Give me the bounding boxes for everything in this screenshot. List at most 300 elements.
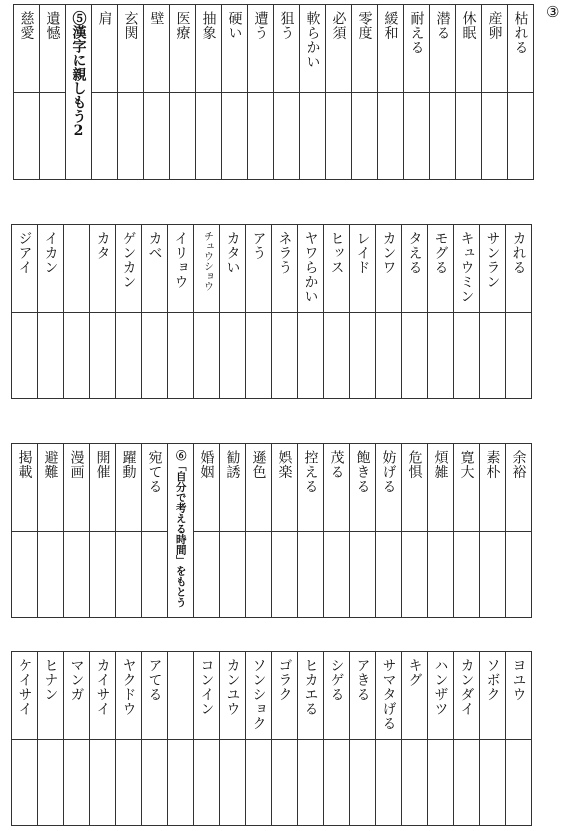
answer-cell[interactable] bbox=[118, 93, 143, 180]
katakana-reading: レイド bbox=[354, 231, 371, 275]
prompt-cell bbox=[480, 225, 505, 313]
answer-cell[interactable] bbox=[92, 93, 117, 180]
vocab-column bbox=[324, 225, 350, 399]
answer-cell[interactable] bbox=[246, 313, 271, 399]
kanji-word: 休眠 bbox=[460, 11, 477, 40]
prompt-cell bbox=[168, 225, 193, 313]
vocab-column bbox=[506, 225, 532, 399]
answer-cell[interactable] bbox=[170, 93, 195, 180]
answer-cell[interactable] bbox=[168, 740, 193, 826]
vocab-column bbox=[220, 225, 246, 399]
kanji-word: 零度 bbox=[356, 11, 373, 40]
vocab-column bbox=[482, 5, 508, 180]
katakana-reading: ソボク bbox=[484, 658, 501, 702]
vocab-column bbox=[66, 5, 92, 180]
answer-cell[interactable] bbox=[272, 740, 297, 826]
vocab-column bbox=[272, 225, 298, 399]
vocab-column bbox=[428, 225, 454, 399]
vocab-column bbox=[248, 5, 274, 180]
answer-cell[interactable] bbox=[38, 532, 63, 618]
vocab-column bbox=[506, 652, 532, 826]
kanji-word: 硬い bbox=[226, 11, 243, 40]
katakana-reading: サンラン bbox=[484, 231, 501, 289]
vocab-column bbox=[142, 444, 168, 618]
answer-cell[interactable] bbox=[402, 532, 427, 618]
answer-cell[interactable] bbox=[272, 532, 297, 618]
kanji-word: 娯楽 bbox=[276, 450, 293, 479]
vocab-column bbox=[90, 225, 116, 399]
vocab-column bbox=[40, 5, 66, 180]
prompt-cell bbox=[116, 225, 141, 313]
kanji-word: 開催 bbox=[94, 450, 111, 479]
vocab-column bbox=[352, 5, 378, 180]
vocab-column bbox=[38, 652, 64, 826]
answer-cell[interactable] bbox=[64, 532, 89, 618]
prompt-cell bbox=[222, 5, 247, 93]
vocab-column bbox=[428, 444, 454, 618]
answer-cell[interactable] bbox=[246, 532, 271, 618]
answer-cell[interactable] bbox=[454, 313, 479, 399]
prompt-cell bbox=[326, 5, 351, 93]
vocab-column bbox=[402, 652, 428, 826]
katakana-reading: イカン bbox=[42, 231, 59, 275]
answer-cell[interactable] bbox=[90, 313, 115, 399]
vocab-column bbox=[300, 5, 326, 180]
katakana-reading: チュウショウ bbox=[201, 231, 213, 291]
katakana-reading: ヒナン bbox=[42, 658, 59, 702]
prompt-cell bbox=[38, 652, 63, 740]
katakana-reading: ヨユウ bbox=[510, 658, 527, 702]
katakana-reading: アきる bbox=[354, 658, 371, 702]
prompt-cell bbox=[324, 225, 349, 313]
vocab-column bbox=[194, 652, 220, 826]
kanji-word: 控える bbox=[302, 450, 319, 494]
answer-cell[interactable] bbox=[90, 532, 115, 618]
kanji-word: 緩和 bbox=[382, 11, 399, 40]
kanji-word: 煩雑 bbox=[432, 450, 449, 479]
katakana-reading: キュウミン bbox=[458, 231, 475, 304]
answer-cell[interactable] bbox=[142, 313, 167, 399]
prompt-cell bbox=[118, 5, 143, 93]
prompt-cell bbox=[272, 225, 297, 313]
kanji-word: 余裕 bbox=[510, 450, 527, 479]
prompt-cell bbox=[350, 652, 375, 740]
prompt-cell bbox=[90, 225, 115, 313]
answer-cell[interactable] bbox=[168, 313, 193, 399]
vocab-column bbox=[350, 652, 376, 826]
answer-cell[interactable] bbox=[352, 93, 377, 180]
vocab-column bbox=[350, 225, 376, 399]
answer-cell[interactable] bbox=[38, 313, 63, 399]
vocab-column bbox=[116, 225, 142, 399]
katakana-reading: ヤクドウ bbox=[120, 658, 137, 716]
answer-cell[interactable] bbox=[12, 313, 37, 399]
answer-cell[interactable] bbox=[220, 532, 245, 618]
prompt-cell bbox=[506, 225, 531, 313]
prompt-cell bbox=[272, 444, 297, 532]
katakana-reading: キグ bbox=[406, 658, 423, 687]
answer-cell[interactable] bbox=[324, 740, 349, 826]
katakana-reading: イリョウ bbox=[172, 231, 189, 289]
answer-cell[interactable] bbox=[144, 93, 169, 180]
katakana-reading: サマタげる bbox=[380, 658, 397, 731]
prompt-cell bbox=[480, 652, 505, 740]
vocab-column bbox=[142, 225, 168, 399]
answer-cell[interactable] bbox=[430, 93, 455, 180]
answer-cell[interactable] bbox=[64, 740, 89, 826]
vocab-column bbox=[222, 5, 248, 180]
prompt-cell bbox=[402, 444, 427, 532]
kanji-word: 壁 bbox=[148, 11, 165, 26]
vocab-column bbox=[272, 652, 298, 826]
kanji-word: 遺憾 bbox=[44, 11, 61, 40]
vocab-column bbox=[118, 5, 144, 180]
vocab-column bbox=[454, 444, 480, 618]
answer-cell[interactable] bbox=[196, 93, 221, 180]
answer-cell[interactable] bbox=[194, 532, 219, 618]
vocab-column bbox=[376, 225, 402, 399]
vocab-column bbox=[194, 225, 220, 399]
katakana-reading: ハンザツ bbox=[432, 658, 449, 716]
katakana-reading: ヒカエる bbox=[302, 658, 319, 716]
answer-cell[interactable] bbox=[456, 93, 481, 180]
vocab-column bbox=[402, 444, 428, 618]
answer-cell[interactable] bbox=[428, 740, 453, 826]
kana-answer-grid-2 bbox=[11, 224, 532, 399]
vocab-column bbox=[12, 225, 38, 399]
prompt-cell bbox=[12, 225, 37, 313]
prompt-cell bbox=[298, 444, 323, 532]
answer-cell[interactable] bbox=[248, 93, 273, 180]
prompt-cell bbox=[428, 652, 453, 740]
vocab-column bbox=[378, 5, 404, 180]
prompt-cell bbox=[506, 444, 531, 532]
prompt-cell bbox=[428, 225, 453, 313]
kanji-word: 避難 bbox=[42, 450, 59, 479]
prompt-cell bbox=[272, 652, 297, 740]
kanji-word: 漫画 bbox=[68, 450, 85, 479]
answer-cell[interactable] bbox=[12, 740, 37, 826]
vocab-column bbox=[64, 652, 90, 826]
prompt-cell bbox=[376, 225, 401, 313]
vocab-column bbox=[168, 225, 194, 399]
answer-cell[interactable] bbox=[482, 93, 507, 180]
katakana-reading: ヤワらかい bbox=[302, 231, 319, 304]
prompt-cell bbox=[116, 444, 141, 532]
katakana-reading: アてる bbox=[146, 658, 163, 702]
vocab-column bbox=[272, 444, 298, 618]
answer-cell[interactable] bbox=[508, 93, 533, 180]
vocab-column bbox=[170, 5, 196, 180]
prompt-cell bbox=[482, 5, 507, 93]
katakana-reading: カンユウ bbox=[224, 658, 241, 716]
prompt-cell bbox=[298, 225, 323, 313]
vocab-column bbox=[220, 652, 246, 826]
vocab-column bbox=[506, 444, 532, 618]
prompt-cell bbox=[64, 225, 89, 313]
answer-cell[interactable] bbox=[38, 740, 63, 826]
vocab-column bbox=[246, 444, 272, 618]
answer-cell[interactable] bbox=[480, 532, 505, 618]
answer-cell[interactable] bbox=[454, 532, 479, 618]
kanji-word: 危惧 bbox=[406, 450, 423, 479]
prompt-cell bbox=[428, 444, 453, 532]
vocab-column bbox=[324, 652, 350, 826]
katakana-reading: ネラう bbox=[276, 231, 293, 275]
prompt-cell bbox=[298, 652, 323, 740]
vocab-column bbox=[326, 5, 352, 180]
vocab-column bbox=[90, 652, 116, 826]
prompt-cell bbox=[194, 652, 219, 740]
answer-cell[interactable] bbox=[220, 740, 245, 826]
kanji-word: 枯れる bbox=[512, 11, 529, 55]
kanji-word: 必須 bbox=[330, 11, 347, 40]
vocab-column bbox=[38, 225, 64, 399]
vocab-column bbox=[402, 225, 428, 399]
answer-cell[interactable] bbox=[298, 532, 323, 618]
kanji-word: 狙う bbox=[278, 11, 295, 40]
vocab-column bbox=[144, 5, 170, 180]
answer-cell[interactable] bbox=[272, 313, 297, 399]
prompt-cell bbox=[220, 225, 245, 313]
answer-cell[interactable] bbox=[326, 93, 351, 180]
prompt-cell bbox=[352, 5, 377, 93]
answer-cell[interactable] bbox=[378, 93, 403, 180]
answer-cell[interactable] bbox=[194, 740, 219, 826]
kanji-word: 医療 bbox=[174, 11, 191, 40]
kanji-word: 肩 bbox=[96, 11, 113, 26]
prompt-cell bbox=[90, 652, 115, 740]
prompt-cell bbox=[12, 652, 37, 740]
vocab-column bbox=[196, 5, 222, 180]
kanji-worksheet-grid-3 bbox=[11, 443, 532, 618]
answer-cell[interactable] bbox=[506, 740, 531, 826]
vocab-column bbox=[404, 5, 430, 180]
answer-cell[interactable] bbox=[428, 313, 453, 399]
katakana-reading: ソンショク bbox=[250, 658, 267, 731]
vocab-column bbox=[116, 652, 142, 826]
answer-cell[interactable] bbox=[480, 740, 505, 826]
vocab-column bbox=[168, 652, 194, 826]
prompt-cell bbox=[196, 5, 221, 93]
vocab-column bbox=[376, 652, 402, 826]
vocab-column bbox=[298, 225, 324, 399]
answer-cell[interactable] bbox=[350, 532, 375, 618]
prompt-cell bbox=[142, 444, 167, 532]
katakana-reading: カれる bbox=[510, 231, 527, 275]
kanji-word: 婚姻 bbox=[198, 450, 215, 479]
kanji-word: 飽きる bbox=[354, 450, 371, 494]
katakana-reading: カンダイ bbox=[458, 658, 475, 716]
vocab-column bbox=[246, 225, 272, 399]
prompt-cell bbox=[142, 225, 167, 313]
answer-cell[interactable] bbox=[350, 313, 375, 399]
prompt-cell bbox=[506, 652, 531, 740]
prompt-cell bbox=[350, 225, 375, 313]
kanji-worksheet-grid-1 bbox=[13, 4, 534, 180]
katakana-reading: ジアイ bbox=[16, 231, 33, 275]
answer-cell[interactable] bbox=[116, 740, 141, 826]
answer-cell[interactable] bbox=[480, 313, 505, 399]
katakana-reading: カタ bbox=[94, 231, 111, 260]
katakana-reading: カタい bbox=[224, 231, 241, 275]
vocab-column bbox=[324, 444, 350, 618]
prompt-cell bbox=[64, 652, 89, 740]
kanji-word: 産卵 bbox=[486, 11, 503, 40]
vocab-column bbox=[454, 652, 480, 826]
prompt-cell bbox=[378, 5, 403, 93]
vocab-column bbox=[508, 5, 534, 180]
answer-cell[interactable] bbox=[428, 532, 453, 618]
section-title: ⑥「自分で考える時間」をもとう bbox=[174, 450, 187, 608]
answer-cell[interactable] bbox=[454, 740, 479, 826]
vocab-column bbox=[12, 444, 38, 618]
prompt-cell bbox=[168, 652, 193, 740]
answer-cell[interactable] bbox=[64, 313, 89, 399]
prompt-cell bbox=[480, 444, 505, 532]
prompt-cell bbox=[246, 225, 271, 313]
answer-cell[interactable] bbox=[14, 93, 39, 180]
answer-cell[interactable] bbox=[142, 740, 167, 826]
kanji-word: 遜色 bbox=[250, 450, 267, 479]
answer-cell[interactable] bbox=[116, 532, 141, 618]
prompt-cell bbox=[246, 652, 271, 740]
prompt-cell bbox=[300, 5, 325, 93]
answer-cell[interactable] bbox=[376, 532, 401, 618]
answer-cell[interactable] bbox=[220, 313, 245, 399]
answer-cell[interactable] bbox=[376, 313, 401, 399]
answer-cell[interactable] bbox=[298, 313, 323, 399]
kanji-word: 掲載 bbox=[16, 450, 33, 479]
vocab-column bbox=[12, 652, 38, 826]
katakana-reading: アう bbox=[250, 231, 267, 260]
kanji-word: 寛大 bbox=[458, 450, 475, 479]
prompt-cell bbox=[456, 5, 481, 93]
answer-cell[interactable] bbox=[194, 313, 219, 399]
kanji-word: 慈愛 bbox=[18, 11, 35, 40]
vocab-column bbox=[116, 444, 142, 618]
katakana-reading: ケイサイ bbox=[16, 658, 33, 716]
vocab-column bbox=[64, 225, 90, 399]
prompt-cell bbox=[66, 5, 91, 180]
vocab-column bbox=[246, 652, 272, 826]
prompt-cell bbox=[144, 5, 169, 93]
prompt-cell bbox=[246, 444, 271, 532]
prompt-cell bbox=[170, 5, 195, 93]
prompt-cell bbox=[142, 652, 167, 740]
answer-cell[interactable] bbox=[402, 740, 427, 826]
kanji-word: 躍動 bbox=[120, 450, 137, 479]
vocab-column bbox=[90, 444, 116, 618]
answer-cell[interactable] bbox=[506, 532, 531, 618]
answer-cell[interactable] bbox=[246, 740, 271, 826]
answer-cell[interactable] bbox=[274, 93, 299, 180]
katakana-reading: ゴラク bbox=[276, 658, 293, 702]
answer-cell[interactable] bbox=[90, 740, 115, 826]
katakana-reading: ゲンカン bbox=[120, 231, 137, 289]
kanji-word: 抽象 bbox=[200, 11, 217, 40]
prompt-cell bbox=[14, 5, 39, 93]
vocab-column bbox=[456, 5, 482, 180]
prompt-cell bbox=[116, 652, 141, 740]
vocab-column bbox=[480, 652, 506, 826]
prompt-cell bbox=[64, 444, 89, 532]
answer-cell[interactable] bbox=[116, 313, 141, 399]
prompt-cell bbox=[454, 444, 479, 532]
katakana-reading: シゲる bbox=[328, 658, 345, 702]
prompt-cell bbox=[402, 225, 427, 313]
vocab-column bbox=[298, 652, 324, 826]
vocab-column bbox=[64, 444, 90, 618]
answer-cell[interactable] bbox=[404, 93, 429, 180]
vocab-column bbox=[168, 444, 194, 618]
prompt-cell bbox=[376, 652, 401, 740]
prompt-cell bbox=[194, 444, 219, 532]
section-title: ⑤漢字に親しもう2 bbox=[70, 11, 87, 139]
vocab-column bbox=[274, 5, 300, 180]
prompt-cell bbox=[376, 444, 401, 532]
katakana-reading: モグる bbox=[432, 231, 449, 275]
prompt-cell bbox=[508, 5, 533, 93]
answer-cell[interactable] bbox=[12, 532, 37, 618]
vocab-column bbox=[38, 444, 64, 618]
kanji-word: 潜る bbox=[434, 11, 451, 40]
answer-cell[interactable] bbox=[376, 740, 401, 826]
prompt-cell bbox=[38, 225, 63, 313]
page-number: ③ bbox=[546, 3, 560, 21]
kanji-word: 妨げる bbox=[380, 450, 397, 494]
answer-cell[interactable] bbox=[40, 93, 65, 180]
answer-cell[interactable] bbox=[402, 313, 427, 399]
prompt-cell bbox=[454, 652, 479, 740]
answer-cell[interactable] bbox=[324, 532, 349, 618]
vocab-column bbox=[142, 652, 168, 826]
answer-cell[interactable] bbox=[324, 313, 349, 399]
prompt-cell bbox=[12, 444, 37, 532]
answer-cell[interactable] bbox=[298, 740, 323, 826]
answer-cell[interactable] bbox=[350, 740, 375, 826]
answer-cell[interactable] bbox=[300, 93, 325, 180]
kanji-word: 耐える bbox=[408, 11, 425, 55]
kanji-word: 玄関 bbox=[122, 11, 139, 40]
kanji-word: 宛てる bbox=[146, 450, 163, 494]
katakana-reading: カイサイ bbox=[94, 658, 111, 716]
vocab-column bbox=[480, 444, 506, 618]
answer-cell[interactable] bbox=[222, 93, 247, 180]
vocab-column bbox=[376, 444, 402, 618]
vocab-column bbox=[298, 444, 324, 618]
prompt-cell bbox=[324, 652, 349, 740]
prompt-cell bbox=[168, 444, 193, 618]
vocab-column bbox=[350, 444, 376, 618]
prompt-cell bbox=[90, 444, 115, 532]
katakana-reading: カベ bbox=[146, 231, 163, 260]
kanji-word: 素朴 bbox=[484, 450, 501, 479]
prompt-cell bbox=[454, 225, 479, 313]
kana-answer-grid-4 bbox=[11, 651, 532, 826]
prompt-cell bbox=[220, 652, 245, 740]
vocab-column bbox=[194, 444, 220, 618]
prompt-cell bbox=[194, 225, 219, 313]
prompt-cell bbox=[220, 444, 245, 532]
prompt-cell bbox=[40, 5, 65, 93]
prompt-cell bbox=[38, 444, 63, 532]
katakana-reading: ヒッス bbox=[328, 231, 345, 275]
answer-cell[interactable] bbox=[506, 313, 531, 399]
answer-cell[interactable] bbox=[142, 532, 167, 618]
vocab-column bbox=[454, 225, 480, 399]
vocab-column bbox=[428, 652, 454, 826]
